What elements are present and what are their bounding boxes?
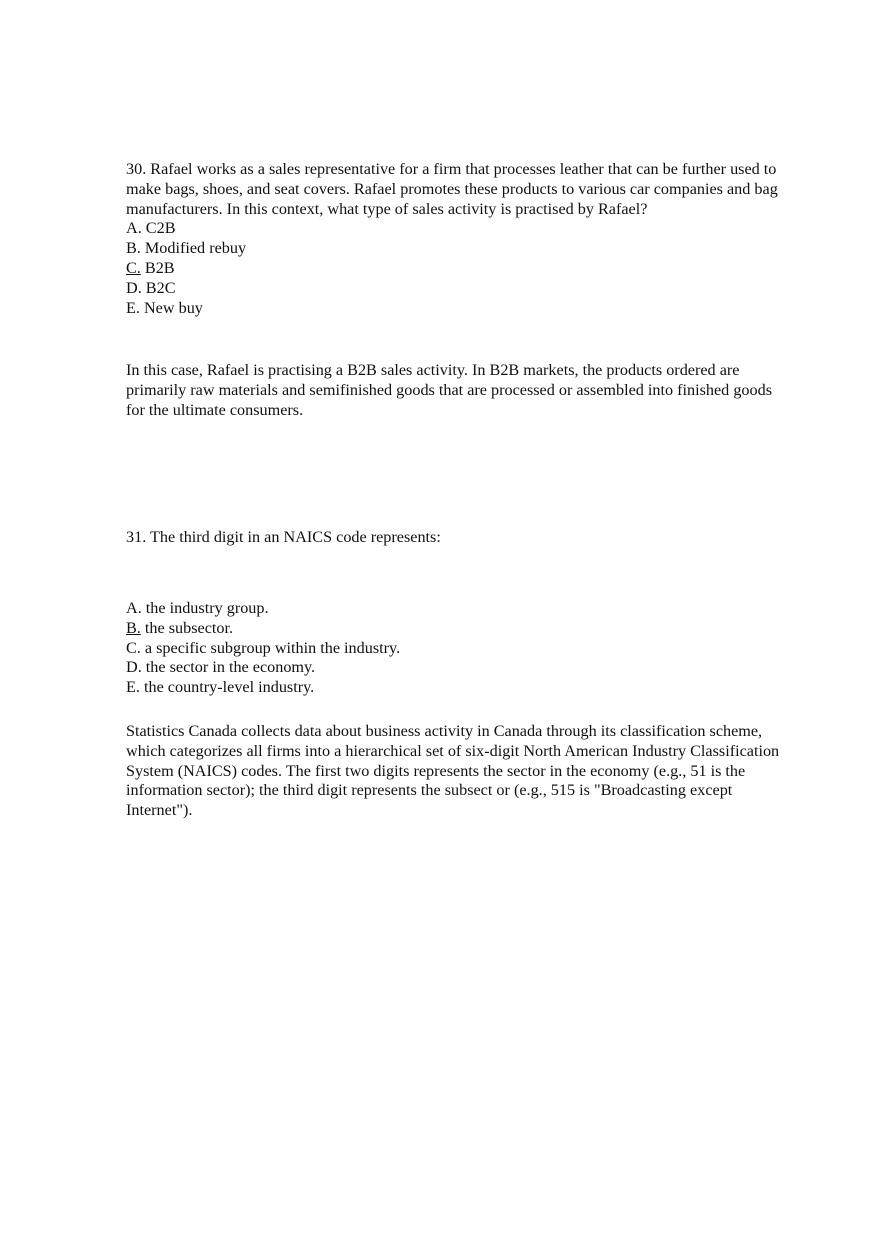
option-text: New buy	[139, 298, 203, 317]
option-text: the industry group.	[141, 599, 269, 617]
option-letter: A.	[126, 219, 142, 238]
question-30-options	[126, 219, 786, 318]
option-b	[126, 239, 786, 259]
question-31-explanation: Statistics Canada collects data about business activity in Canada through its classification scheme, which categorizes all firms into a hierarchical set of six-digit North American Industry Classification System (NAICS) codes. The first two digits represents the sector in the economy (e.g., 51 is the information sector); the third digit represents the subsect or (e.g., 515 is "Broadcasting except Internet").	[126, 722, 780, 820]
option-c	[126, 639, 786, 659]
option-letter-correct: B.	[126, 618, 141, 637]
option-text: B2B	[140, 258, 175, 277]
option-text: Modified rebuy	[140, 239, 247, 258]
question-30	[126, 160, 786, 318]
option-a	[126, 219, 786, 239]
option-b	[126, 619, 786, 639]
option-letter: D.	[126, 658, 142, 677]
question-30-stem: 30. Rafael works as a sales representative for a firm that processes leather that can be further used to make bags, shoes, and seat covers. Rafael promotes these products to various car companies and bag manufacturers. In this context, what type of sales activity is practised by Rafael?	[126, 160, 778, 218]
option-text: C2B	[141, 219, 176, 238]
option-a	[126, 599, 786, 619]
option-letter: E.	[126, 298, 140, 317]
option-d	[126, 279, 786, 299]
question-31-stem: 31. The third digit in an NAICS code represents:	[126, 528, 441, 546]
question-30-explanation-block	[126, 361, 786, 420]
question-31-options	[126, 599, 786, 698]
option-e	[126, 299, 786, 319]
option-letter: A.	[126, 599, 142, 617]
option-e	[126, 678, 786, 698]
option-letter-correct: C.	[126, 258, 141, 277]
option-c	[126, 259, 786, 279]
option-text: B2C	[141, 278, 176, 297]
option-d	[126, 658, 786, 678]
option-text: the sector in the economy.	[141, 658, 316, 677]
question-31-explanation-block	[126, 722, 786, 821]
option-letter: C.	[126, 638, 141, 657]
option-letter: B.	[126, 239, 141, 258]
option-text: the subsector.	[140, 618, 234, 637]
question-31-options-block	[126, 599, 786, 698]
question-31	[126, 528, 786, 548]
option-letter: D.	[126, 278, 142, 297]
question-30-explanation: In this case, Rafael is practising a B2B sales activity. In B2B markets, the products ordered are primarily raw materials and semifinished goods that are processed or assembled into finished goods for the ultimate consumers.	[126, 361, 772, 419]
option-letter: E.	[126, 678, 140, 697]
option-text: the country-level industry.	[139, 678, 315, 697]
option-text: a specific subgroup within the industry.	[140, 638, 401, 657]
